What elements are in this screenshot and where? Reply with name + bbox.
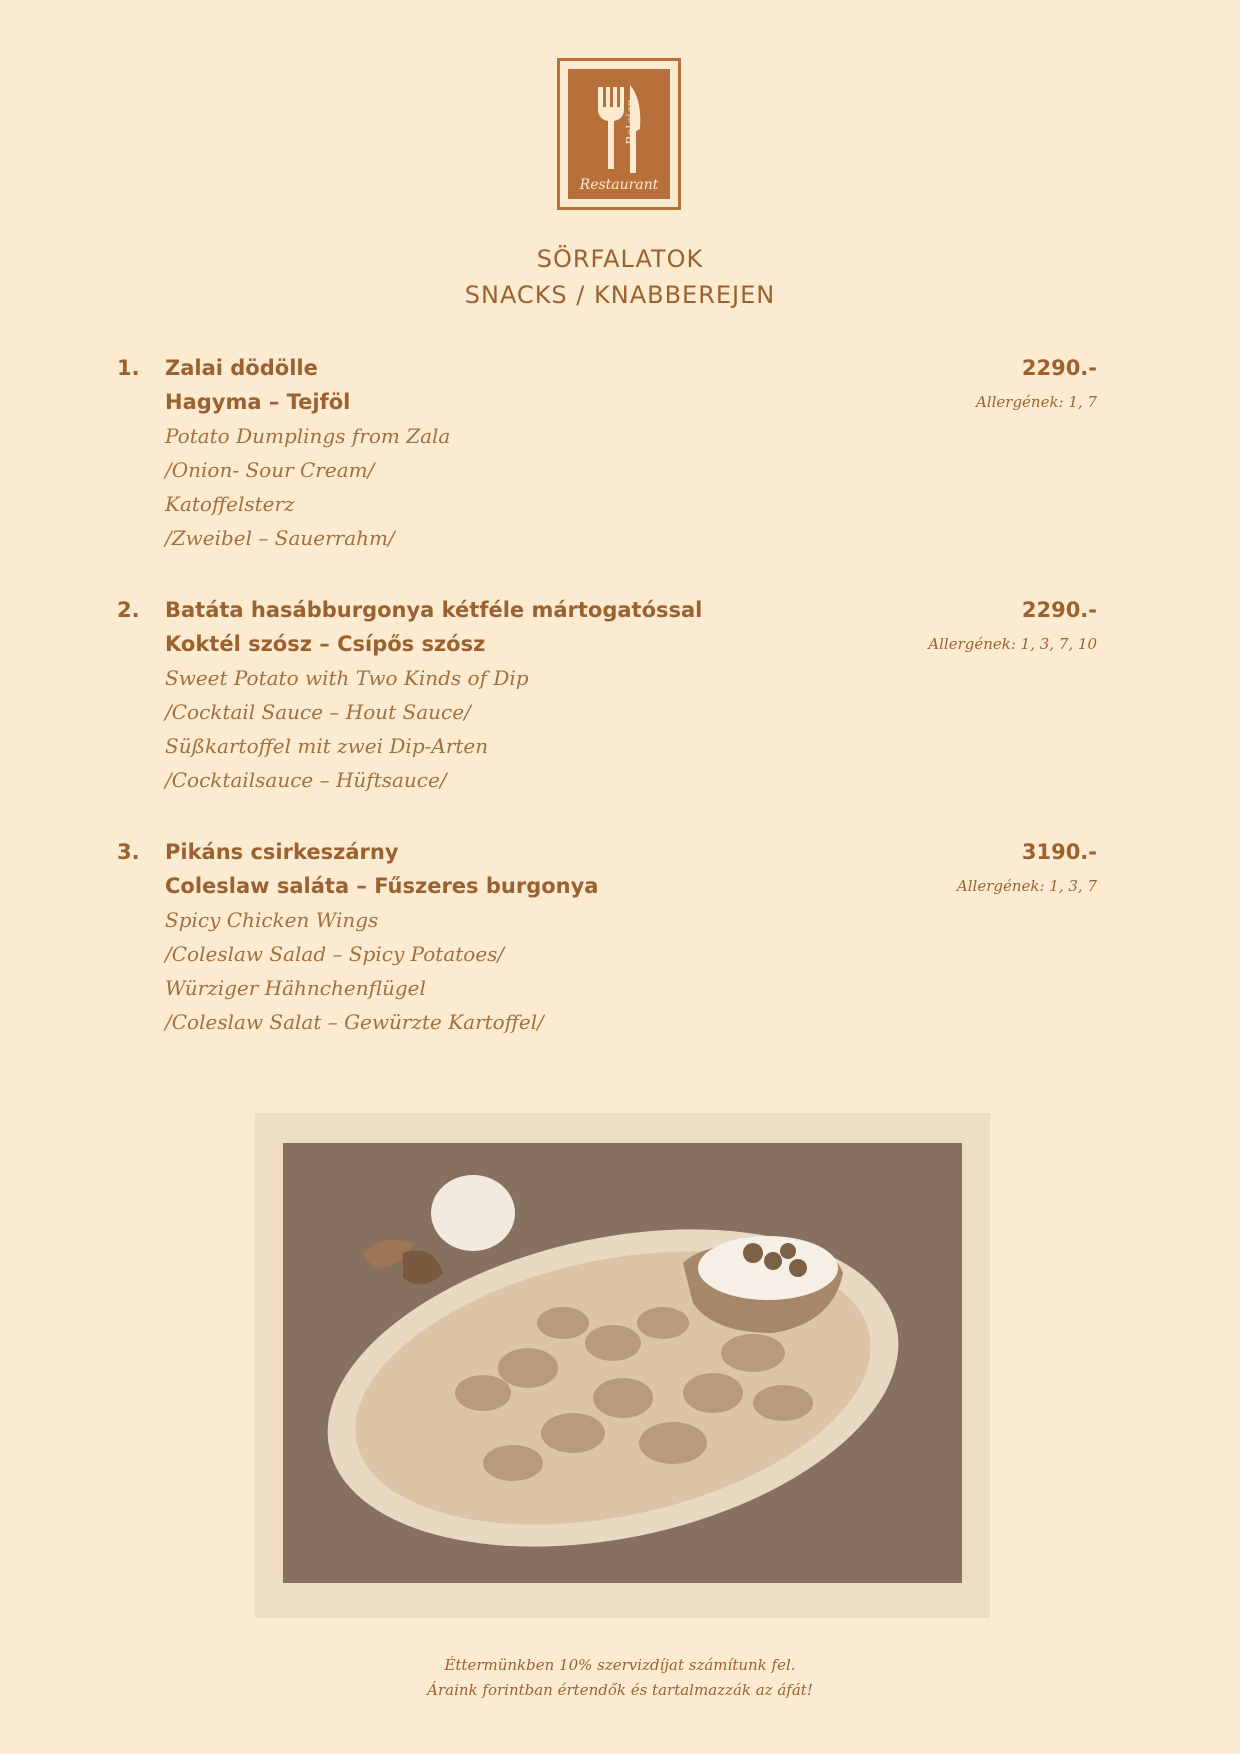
item-title: Batáta hasábburgonya kétféle mártogatóssal [165,598,703,622]
item-english-name: Potato Dumplings from Zala [165,424,451,448]
section-title: SÖRFALATOK [536,245,704,273]
item-german-name: Würziger Hähnchenflügel [165,976,426,1000]
item-allergens: Allergének: 1, 7 [975,393,1097,411]
item-title: Zalai dödölle [165,356,318,380]
item-english-sides: /Cocktail Sauce – Hout Sauce/ [165,700,471,724]
item-number: 1. [117,356,140,380]
price-note: Áraink forintban értendők és tartalmazzák az áfát! [427,1681,813,1699]
item-number: 2. [117,598,140,622]
item-german-name: Süßkartoffel mit zwei Dip-Arten [165,734,489,758]
item-price: 3190.- [1021,840,1097,864]
item-german-sides: /Zweibel – Sauerrahm/ [165,526,395,550]
item-allergens: Allergének: 1, 3, 7, 10 [928,635,1097,653]
item-english-sides: /Coleslaw Salad – Spicy Potatoes/ [165,942,505,966]
logo-name: Restaurant [579,177,659,193]
item-subtitle: Hagyma – Tejföl [165,390,351,414]
section-subtitle: SNACKS / KNABBEREJEN [464,281,776,309]
logo-script-text: Belgian [624,98,638,145]
item-subtitle: Koktél szósz – Csípős szósz [165,632,486,656]
item-english-sides: /Onion- Sour Cream/ [165,458,375,482]
food-photo [283,1143,962,1583]
item-subtitle: Coleslaw saláta – Fűszeres burgonya [165,874,599,898]
item-english-name: Sweet Potato with Two Kinds of Dip [165,666,529,690]
food-photo-frame [255,1113,990,1618]
item-title: Pikáns csirkeszárny [165,840,399,864]
item-allergens: Allergének: 1, 3, 7 [956,877,1097,895]
item-price: 2290.- [1021,356,1097,380]
service-charge-note: Éttermünkben 10% szervizdíjat számítunk fel. [444,1656,796,1674]
item-number: 3. [117,840,140,864]
item-english-name: Spicy Chicken Wings [165,908,379,932]
item-price: 2290.- [1021,598,1097,622]
item-german-name: Katoffelsterz [165,492,295,516]
item-german-sides: /Coleslaw Salat – Gewürzte Kartoffel/ [165,1010,544,1034]
restaurant-logo [557,58,681,210]
item-german-sides: /Cocktailsauce – Hüftsauce/ [165,768,447,792]
